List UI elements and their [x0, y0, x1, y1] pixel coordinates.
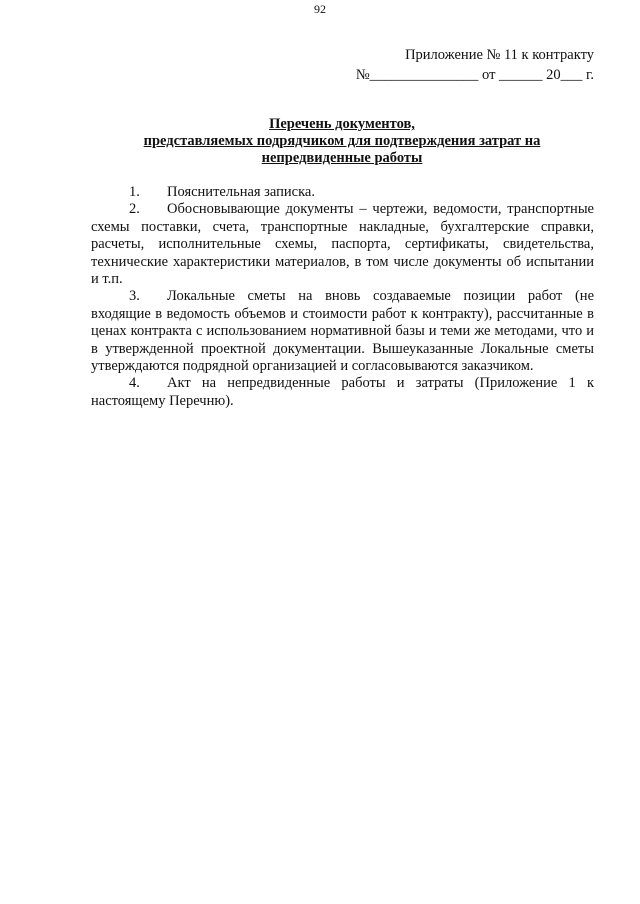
list-item [91, 288, 594, 375]
list-item-text: Обосновывающие документы – чертежи, ведомости, транспортные схемы поставки, счета, транспортные накладные, бухгалтерские справки, расчеты, исполнительные схемы, паспорта, сертификаты, свидетельства, технические характеристики материалов, в том числе документы об испытании и т.п. [91, 201, 594, 288]
appendix-reference [356, 45, 594, 85]
list-item-number: 4. [129, 375, 140, 392]
title-line-3: непредвиденные работы [261, 150, 423, 166]
list-item [91, 201, 594, 288]
document-list [91, 184, 594, 410]
page-number: 92 [314, 2, 326, 16]
list-item [91, 184, 594, 201]
list-item [91, 375, 594, 410]
list-item-number: 2. [129, 201, 140, 218]
contract-number-line: №_______________ от ______ 20___ г. [355, 67, 594, 83]
list-item-number: 1. [129, 184, 140, 200]
title-line-1: Перечень документов, [269, 116, 415, 132]
list-item-number: 3. [129, 288, 140, 305]
list-item-text: Пояснительная записка. [167, 184, 315, 200]
appendix-line: Приложение № 11 к контракту [405, 47, 594, 63]
title-line-2: представляемых подрядчиком для подтверждения затрат на [143, 133, 541, 149]
list-item-text: Локальные сметы на вновь создаваемые позиции работ (не входящие в ведомость объемов и стоимости работ к контракту), рассчитанные в ценах контракта с использованием нормативной базы и теми же методами, что и в утвержденной проектной документации. Вышеуказанные Локальные сметы утверждаются подрядной организацией и согласовываются заказчиком. [91, 288, 594, 375]
list-item-text: Акт на непредвиденные работы и затраты (Приложение 1 к настоящему Перечню). [91, 375, 594, 409]
document-title [92, 116, 592, 167]
